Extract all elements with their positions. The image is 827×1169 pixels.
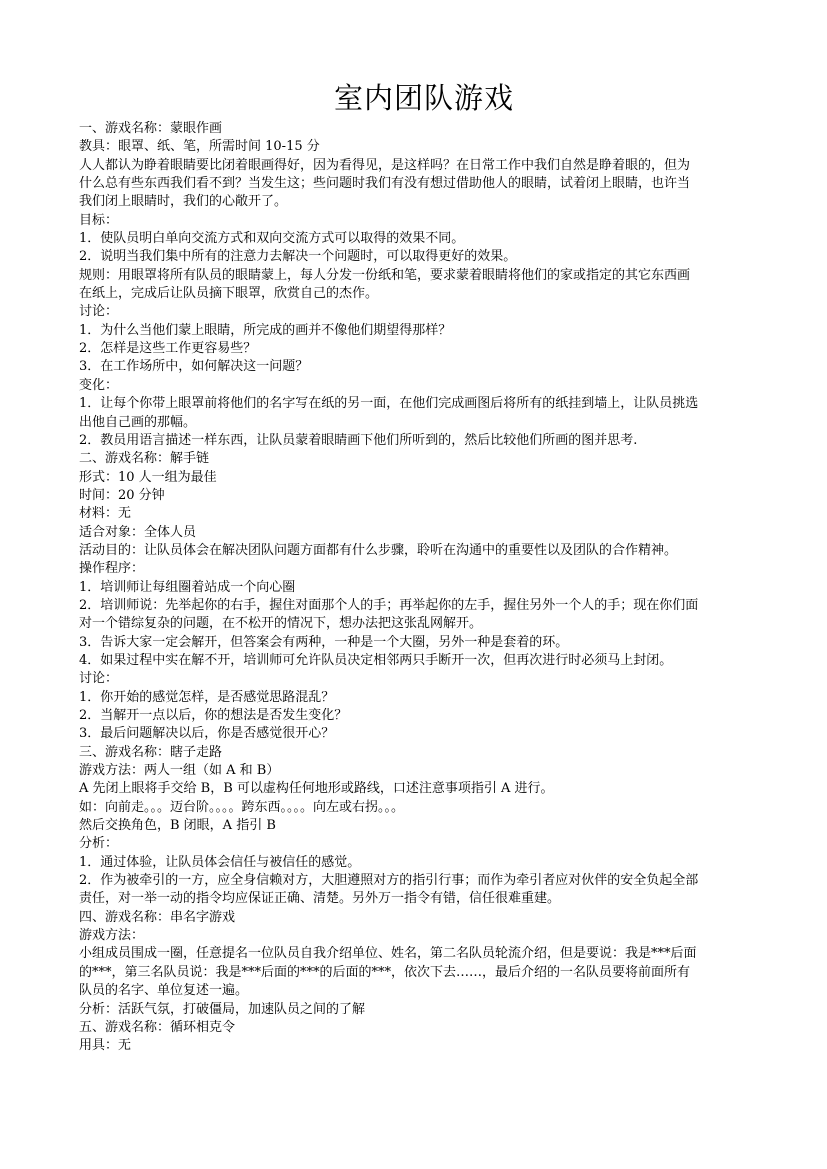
text-line: 三、游戏名称：瞎子走路 [79, 744, 223, 760]
text-line: 目标： [79, 212, 119, 228]
text-line: 4．如果过程中实在解不开，培训师可允许队员决定相邻两只手断开一次，但再次进行时必须马上封闭。 [79, 652, 673, 668]
text-line: 2．怎样是这些工作更容易些？ [79, 341, 257, 357]
text-line: 讨论： [79, 671, 119, 687]
text-line: 教具：眼罩、纸、笔，所需时间 10-15 分 [79, 139, 320, 155]
text-line: 如：向前走。。。迈台阶。。。。跨东西。。。。向左或右拐。。。 [79, 799, 405, 815]
text-line: 操作程序： [79, 561, 145, 577]
text-line: 2．作为被牵引的一方，应全身信赖对方，大胆遵照对方的指引行事；而作为牵引者应对伙伴的安全负起全部 [79, 873, 699, 889]
text-line: 的***，第三名队员说：我是***后面的***的后面的***，依次下去……，最后介绍的一名队员要将前面所有 [79, 964, 691, 980]
text-line: 3．告诉大家一定会解开，但答案会有两种，一种是一个大圈，另外一种是套着的环。 [79, 634, 569, 650]
text-line: 一、游戏名称：蒙眼作画 [79, 121, 223, 136]
text-line: 1．通过体验，让队员体会信任与被信任的感觉。 [79, 854, 361, 870]
text-line: 1．培训师让每组圈着站成一个向心圈 [79, 579, 296, 595]
text-line: A 先闭上眼将手交给 B，B 可以虚构任何地形或路线，口述注意事项指引 A 进行。 [79, 781, 554, 797]
text-line: 适合对象：全体人员 [79, 524, 197, 540]
text-line: 五、游戏名称：循环相克令 [79, 1019, 236, 1035]
text-line: 什么总有些东西我们看不到？当发生这；些问题时我们有没有想过借助他人的眼睛，试着闭上眼睛，也许当 [79, 176, 691, 192]
text-line: 时间：20 分钟 [79, 487, 165, 503]
text-line: 用具：无 [79, 1038, 132, 1054]
text-line: 在纸上，完成后让队员摘下眼罩，欣赏自己的杰作。 [79, 286, 379, 302]
text-line: 2．当解开一点以后，你的想法是否发生变化？ [79, 708, 348, 723]
text-line: 二、游戏名称：解手链 [79, 451, 210, 467]
text-line: 2．说明当我们集中所有的注意力去解决一个问题时，可以取得更好的效果。 [79, 249, 517, 265]
page-title: 室内团队游戏 [333, 81, 514, 115]
text-line: 1．让每个你带上眼罩前将他们的名字写在纸的另一面，在他们完成画图后将所有的纸挂到墙上，让队员挑选 [79, 396, 699, 412]
text-line: 1．使队员明白单向交流方式和双向交流方式可以取得的效果不同。 [79, 231, 465, 247]
text-line: 3．在工作场所中，如何解决这一问题？ [79, 359, 309, 375]
text-line: 3．最后问题解决以后，你是否感觉很开心？ [79, 726, 335, 742]
text-line: 1．为什么当他们蒙上眼睛，所完成的画并不像他们期望得那样？ [79, 322, 452, 338]
text-line: 我们闭上眼睛时，我们的心敞开了。 [79, 194, 288, 210]
text-line: 出他自己画的那幅。 [79, 414, 197, 430]
text-line: 游戏方法： [79, 928, 145, 944]
text-line: 小组成员围成一圈，任意提名一位队员自我介绍单位、姓名，第二名队员轮流介绍，但是要说：我是***后面 [79, 946, 697, 962]
text-line: 形式：10 人一组为最佳 [79, 469, 217, 485]
text-line: 1．你开始的感觉怎样，是否感觉思路混乱？ [79, 689, 335, 705]
text-line: 队员的名字、单位复述一遍。 [79, 983, 249, 999]
text-line: 2．培训师说：先举起你的右手，握住对面那个人的手；再举起你的左手，握住另外一个人的手；现在你们面 [79, 597, 699, 613]
text-line: 分析：活跃气氛，打破僵局，加速队员之间的了解 [79, 1001, 366, 1017]
text-line: 对一个错综复杂的问题，在不松开的情况下，想办法把这张乱网解开。 [79, 616, 483, 632]
text-line: 变化： [79, 377, 119, 393]
text-line: 责任，对一举一动的指令均应保证正确、清楚。另外万一指令有错，信任很难重建。 [79, 891, 561, 907]
text-line: 人人都认为睁着眼睛要比闭着眼画得好，因为看得见，是这样吗？在日常工作中我们自然是睁着眼的，但为 [79, 157, 691, 173]
document-body [79, 120, 769, 1056]
text-line: 讨论： [79, 304, 119, 320]
text-line: 材料：无 [79, 506, 132, 522]
text-line: 分析： [79, 836, 119, 852]
text-line: 游戏方法：两人一组（如 A 和 B） [79, 763, 280, 779]
text-line: 四、游戏名称：串名字游戏 [79, 909, 236, 925]
text-line: 2．教员用语言描述一样东西，让队员蒙着眼睛画下他们所听到的，然后比较他们所画的图并思考. [79, 432, 638, 448]
text-line: 然后交换角色，B 闭眼，A 指引 B [79, 818, 276, 834]
text-line: 规则：用眼罩将所有队员的眼睛蒙上，每人分发一份纸和笔，要求蒙着眼睛将他们的家或指定的其它东西画 [79, 267, 691, 283]
text-line: 活动目的：让队员体会在解决团队问题方面都有什么步骤，聆听在沟通中的重要性以及团队的合作精神。 [79, 542, 678, 558]
